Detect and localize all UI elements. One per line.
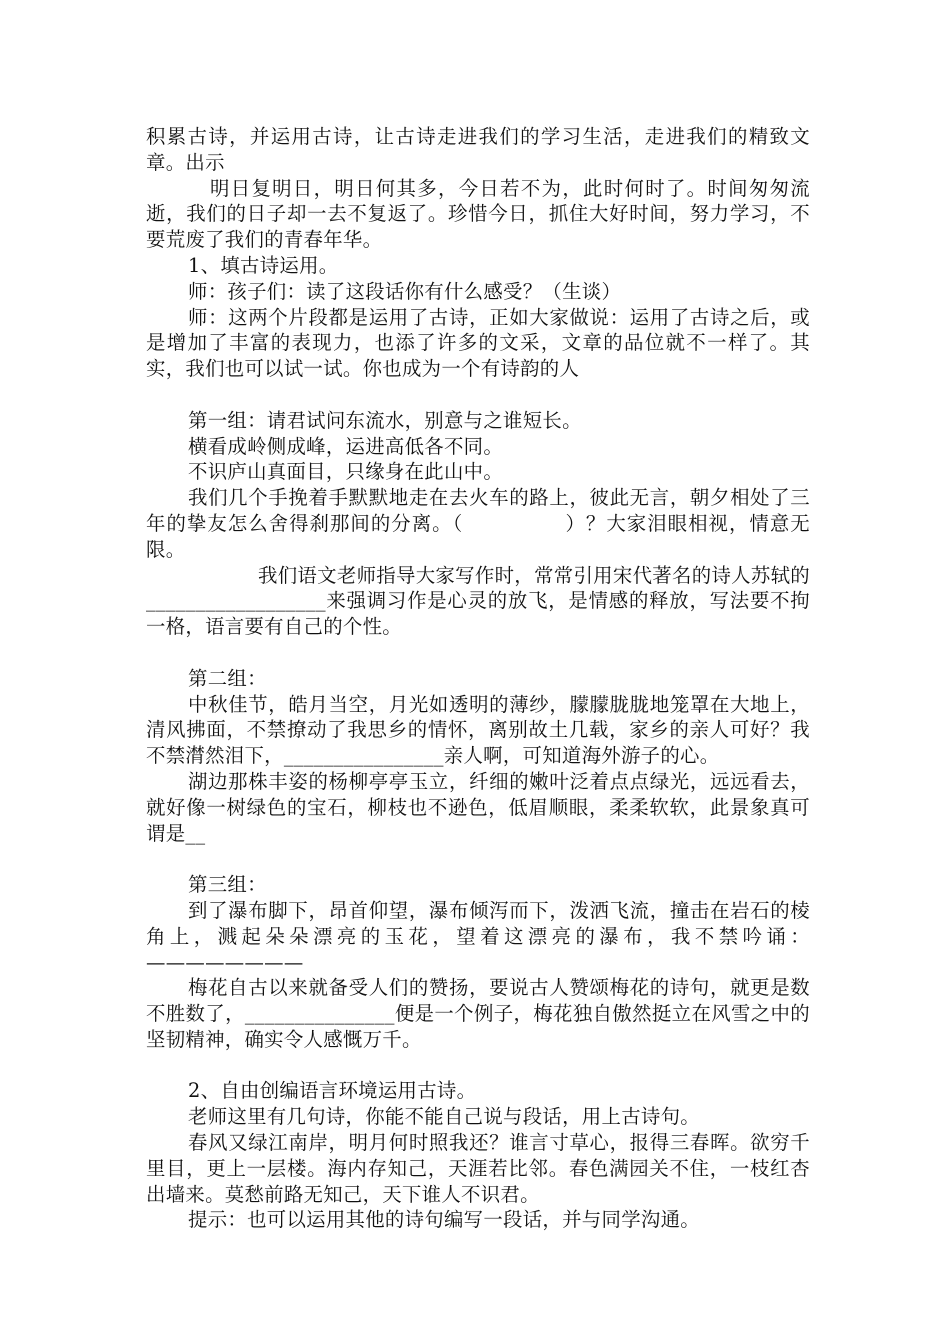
poem-paragraph: 明日复明日，明日何其多，今日若不为，此时何时了。时间匆匆流逝，我们的日子却一去不复返了。珍惜今日，抓住大好时间，努力学习，不要荒废了我们的青春年华。 [146,176,810,252]
section-2-intro: 老师这里有几句诗，你能不能自己说与段话，用上古诗句。 [188,1105,700,1129]
group-1-poem-line-3: 不识庐山真面目，只缘身在此山中。 [188,460,504,484]
spacer [146,640,810,666]
spacer [146,382,810,408]
spacer [146,1053,810,1079]
group-2-paragraph-2: 湖边那株丰姿的杨柳亭亭玉立，纤细的嫩叶泛着点点绿光，远远看去，就好像一树绿色的宝石，柳枝也不逊色，低眉顺眼，柔柔软软，此景象真可谓是__ [146,769,810,845]
spacer [146,846,810,872]
intro-paragraph: 积累古诗，并运用古诗，让古诗走进我们的学习生活，走进我们的精致文章。出示 [146,125,810,174]
teacher-question: 师：孩子们：读了这段话你有什么感受？（生谈） [188,279,622,303]
group-3-paragraph-2: 梅花自古以来就备受人们的赞扬，要说古人赞颂梅花的诗句，就更是数不胜数了，_______________便是一个例子，梅花独自傲然挺立在风雪之中的坚韧精神，确实令人感慨万千。 [146,976,810,1051]
group-2-heading: 第二组： [188,666,267,690]
group-1-poem-line-2: 横看成岭侧成峰，运进高低各不同。 [188,434,504,458]
document-body [146,124,810,1233]
group-1-paragraph-2: 我们语文老师指导大家写作时，常常引用宋代著名的诗人苏轼的__________________来强调习作是心灵的放飞，是情感的释放，写法要不拘一格，语言要有自己的个性。 [146,563,810,639]
group-1-heading: 第一组：请君试问东流水，别意与之谁短长。 [188,408,582,432]
section-2-heading: 2、自由创编语言环境运用古诗。 [188,1079,477,1103]
group-2-paragraph-1: 中秋佳节，皓月当空，月光如透明的薄纱，朦朦胧胧地笼罩在大地上，清风拂面，不禁撩动了我思乡的情怀，离别故土几载，家乡的亲人可好？我不禁潸然泪下，________________亲人啊，可知道海外游子的心。 [146,692,810,768]
group-1-paragraph-1: 我们几个手挽着手默默地走在去火车的路上，彼此无言，朝夕相处了三年的挚友怎么舍得刹那间的分离。（ ）？大家泪眼相视，情意无限。 [146,486,810,561]
group-3-heading: 第三组： [188,873,267,897]
group-3-paragraph-1: 到了瀑布脚下，昂首仰望，瀑布倾泻而下，泼洒飞流，撞击在岩石的棱角上，溅起朵朵漂亮的玉花，望着这漂亮的瀑布，我不禁吟诵：———————— [146,898,810,974]
section-1-heading: 1、填古诗运用。 [188,253,339,277]
teacher-note: 师：这两个片段都是运用了古诗，正如大家做说：运用了古诗之后，或是增加了丰富的表现力，也添了许多的文采，文章的品位就不一样了。其实，我们也可以试一试。你也成为一个有诗韵的人 [146,305,810,381]
section-2-hint: 提示：也可以运用其他的诗句编写一段话，并与同学沟通。 [188,1208,700,1232]
section-2-poems: 春风又绿江南岸，明月何时照我还？谁言寸草心，报得三春晖。欲穷千里目，更上一层楼。海内存知己，天涯若比邻。春色满园关不住，一枝红杏出墙来。莫愁前路无知己，天下谁人不识君。 [146,1131,810,1206]
